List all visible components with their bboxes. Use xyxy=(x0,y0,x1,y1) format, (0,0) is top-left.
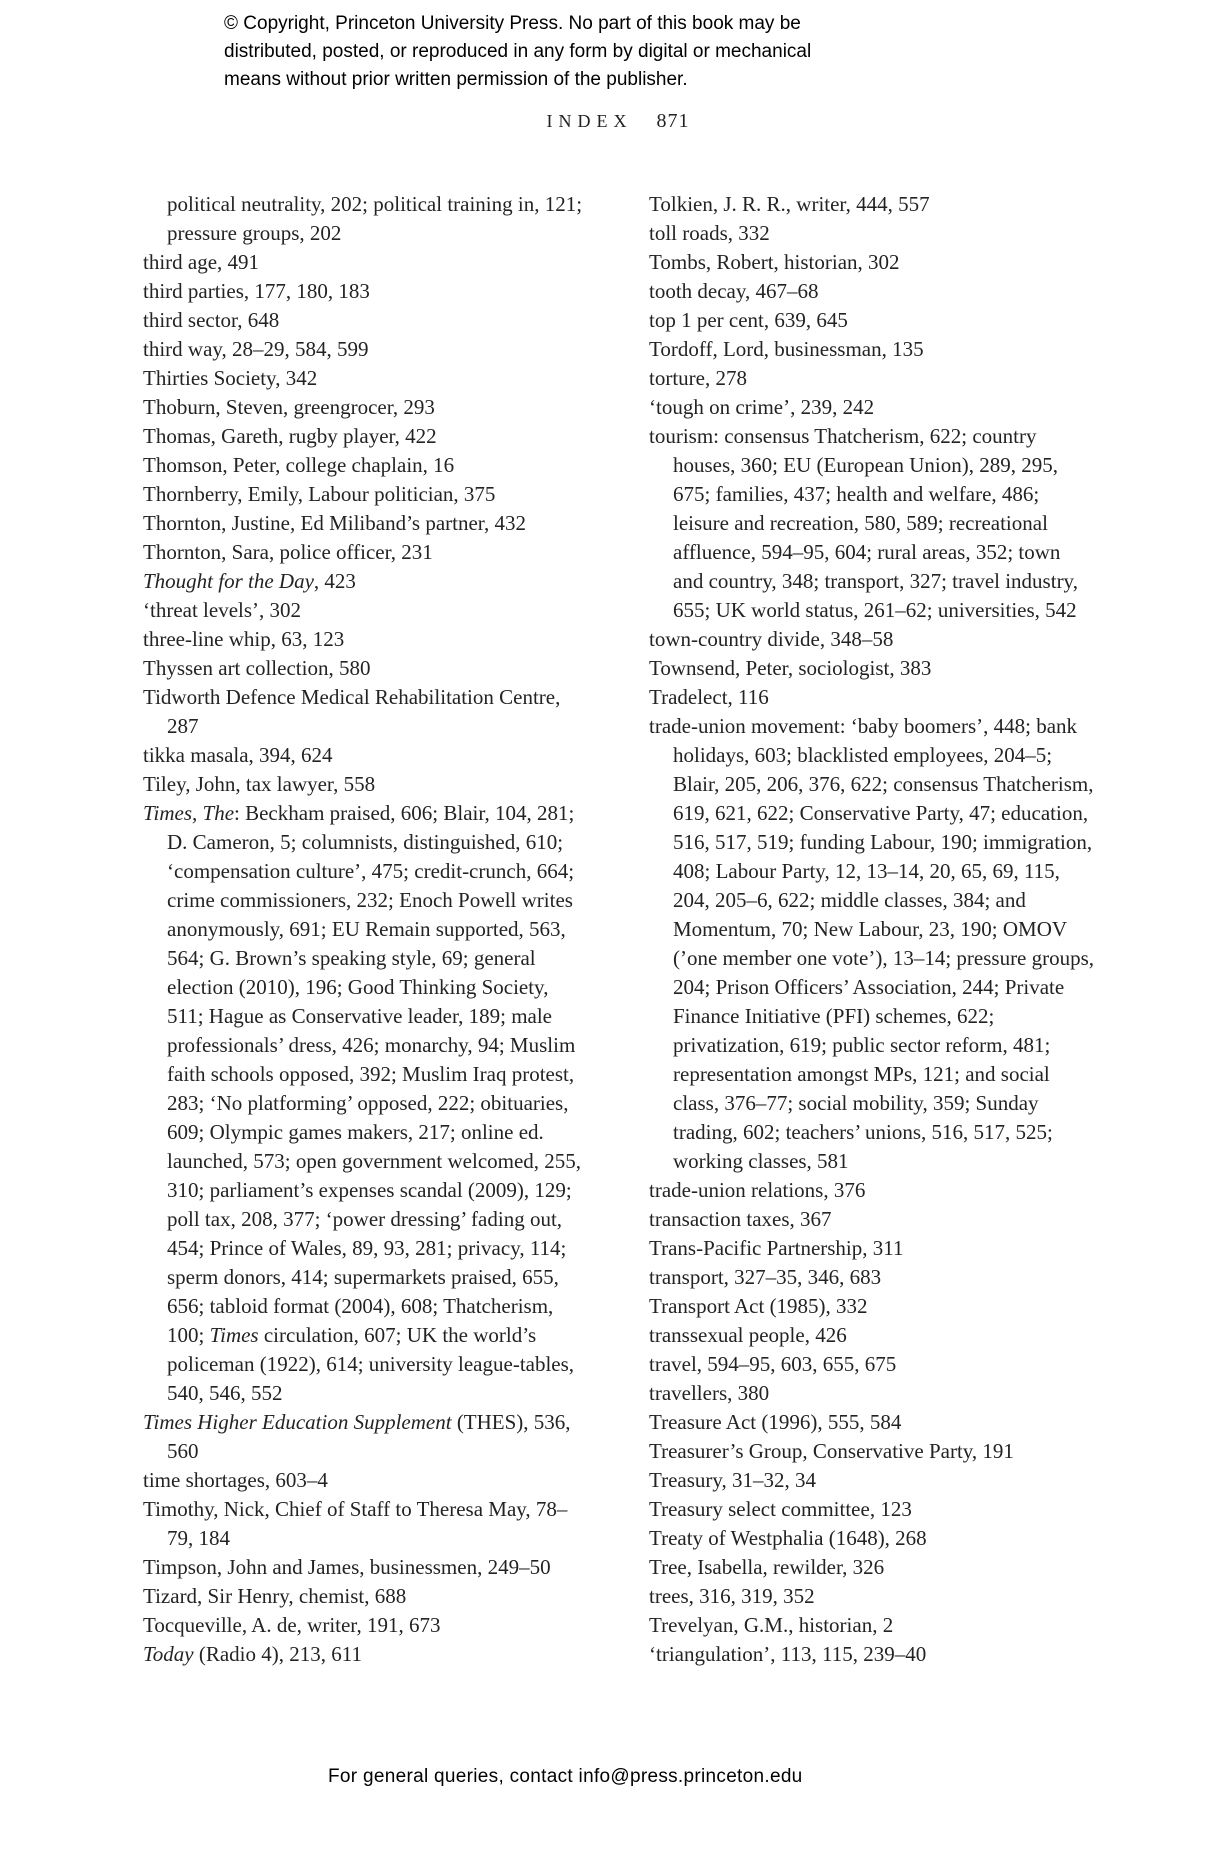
index-entry-text: Treasure Act (1996), 555, 584 xyxy=(649,1410,902,1434)
index-entry xyxy=(143,654,589,683)
index-entry-text: ‘tough on crime’, 239, 242 xyxy=(649,395,875,419)
index-entry-text: : Beckham praised, 606; Blair, 104, 281; D. Cameron, 5; columnists, distinguished, 610; ‘compensation culture’, 475; credit-crunch, 664; crime commissioners, 232; Enoch Powell writes anonymously, 691; EU Remain supported, 563, 564; G. Brown’s speaking style, 69; general election (2010), 196; Good Thinking Society, 511; Hague as Conservative leader, 189; male professionals’ dress, 426; monarchy, 94; Muslim faith schools opposed, 392; Muslim Iraq protest, 283; ‘No platforming’ opposed, 222; obituaries, 609; Olympic games makers, 217; online ed. launched, 573; open government welcomed, 255, 310; parliament’s expenses scandal (2009), 129; poll tax, 208, 377; ‘power dressing’ fading out, 454; Prince of Wales, 89, 93, 281; privacy, 114; sperm donors, 414; supermarkets praised, 655, 656; tabloid format (2004), 608; Thatcherism, 100; xyxy=(167,801,582,1347)
index-entry-text: Tidworth Defence Medical Rehabilitation Centre, 287 xyxy=(143,685,561,738)
index-entry xyxy=(649,1640,1095,1669)
index-entry-text: three-line whip, 63, 123 xyxy=(143,627,345,651)
index-entry xyxy=(143,567,589,596)
index-entry-text: Thornberry, Emily, Labour politician, 375 xyxy=(143,482,496,506)
index-entry-text: Treasurer’s Group, Conservative Party, 191 xyxy=(649,1439,1014,1463)
index-entry-text: Tradelect, 116 xyxy=(649,685,769,709)
index-entry-text: Thornton, Justine, Ed Miliband’s partner, 432 xyxy=(143,511,526,535)
index-entry xyxy=(649,1611,1095,1640)
copyright-line: distributed, posted, or reproduced in any form by digital or mechanical xyxy=(224,41,812,62)
index-entry xyxy=(649,422,1095,625)
index-entry xyxy=(143,1408,589,1466)
index-entry-text: Thirties Society, 342 xyxy=(143,366,318,390)
index-entry-title-italic: Thought for the Day xyxy=(143,569,314,593)
index-entry xyxy=(143,683,589,741)
index-entry-text: Tizard, Sir Henry, chemist, 688 xyxy=(143,1584,407,1608)
index-entry-text: trade-union movement: ‘baby boomers’, 448; bank holidays, 603; blacklisted employees, 204–5; Blair, 205, 206, 376, 622; consensus Thatcherism, 619, 621, 622; Conservative Party, 47; education, 516, 517, 519; funding Labour, 190; immigration, 408; Labour Party, 12, 13–14, 20, 65, 69, 115, 204, 205–6, 622; middle classes, 384; and Momentum, 70; New Labour, 23, 190; OMOV (’one member one vote’), 13–14; pressure groups, 204; Prison Officers’ Association, 244; Private Finance Initiative (PFI) schemes, 622; privatization, 619; public sector reform, 481; representation amongst MPs, 121; and social class, 376–77; social mobility, 359; Sunday trading, 602; teachers’ unions, 516, 517, 525; working classes, 581 xyxy=(649,714,1095,1173)
index-entry-text: torture, 278 xyxy=(649,366,747,390)
index-entry-text: tooth decay, 467–68 xyxy=(649,279,819,303)
index-entry-text: Tolkien, J. R. R., writer, 444, 557 xyxy=(649,192,930,216)
index-entry xyxy=(649,1321,1095,1350)
index-entry-text: tikka masala, 394, 624 xyxy=(143,743,333,767)
index-entry xyxy=(649,1350,1095,1379)
index-entry xyxy=(143,1582,589,1611)
index-entry-text: , 423 xyxy=(313,569,356,593)
index-entry-text: travel, 594–95, 603, 655, 675 xyxy=(649,1352,897,1376)
index-entry-title-italic: Times xyxy=(209,1323,259,1347)
index-entry xyxy=(649,1205,1095,1234)
copyright-notice xyxy=(224,10,811,94)
index-entry-text: Thoburn, Steven, greengrocer, 293 xyxy=(143,395,435,419)
index-entry-text: time shortages, 603–4 xyxy=(143,1468,328,1492)
index-entry xyxy=(143,422,589,451)
index-entry-text: political neutrality, 202; political training in, 121; pressure groups, 202 xyxy=(167,192,583,245)
index-entry-text: Tree, Isabella, rewilder, 326 xyxy=(649,1555,885,1579)
index-entry xyxy=(143,799,589,1408)
index-entry-text: town-country divide, 348–58 xyxy=(649,627,894,651)
index-entry xyxy=(649,219,1095,248)
index-entry-text: Thornton, Sara, police officer, 231 xyxy=(143,540,433,564)
index-columns xyxy=(143,190,1095,1669)
index-entry-text: trees, 316, 319, 352 xyxy=(649,1584,815,1608)
index-column-left xyxy=(143,190,589,1669)
index-entry-text: ‘threat levels’, 302 xyxy=(143,598,302,622)
index-entry xyxy=(143,770,589,799)
index-entry xyxy=(649,277,1095,306)
index-entry xyxy=(649,712,1095,1176)
index-entry-text: Thomas, Gareth, rugby player, 422 xyxy=(143,424,437,448)
index-entry-text: third way, 28–29, 584, 599 xyxy=(143,337,369,361)
index-entry xyxy=(143,1640,589,1669)
copyright-line: means without prior written permission of the publisher. xyxy=(224,69,688,90)
index-entry xyxy=(649,306,1095,335)
index-entry-text: Trans-Pacific Partnership, 311 xyxy=(649,1236,904,1260)
index-entry-text: top 1 per cent, 639, 645 xyxy=(649,308,848,332)
index-entry xyxy=(649,335,1095,364)
index-entry xyxy=(143,451,589,480)
index-entry xyxy=(649,393,1095,422)
index-entry xyxy=(649,654,1095,683)
index-entry xyxy=(143,190,589,248)
index-entry-text: Timpson, John and James, businessmen, 249–50 xyxy=(143,1555,551,1579)
index-entry-text: ‘triangulation’, 113, 115, 239–40 xyxy=(649,1642,927,1666)
index-entry xyxy=(649,1466,1095,1495)
index-entry xyxy=(649,625,1095,654)
index-entry xyxy=(143,538,589,567)
index-entry xyxy=(143,277,589,306)
index-entry xyxy=(143,364,589,393)
index-entry-text: circulation, 607; UK the world’s policeman (1922), 614; university league-tables, 540, 546, 552 xyxy=(167,1323,575,1405)
index-entry xyxy=(649,1263,1095,1292)
index-entry-text: Treasury, 31–32, 34 xyxy=(649,1468,817,1492)
index-entry xyxy=(143,509,589,538)
index-entry-text: third sector, 648 xyxy=(143,308,280,332)
index-entry xyxy=(143,306,589,335)
index-entry xyxy=(143,596,589,625)
index-entry-text: transport, 327–35, 346, 683 xyxy=(649,1265,882,1289)
index-entry xyxy=(143,248,589,277)
index-entry xyxy=(649,248,1095,277)
index-entry xyxy=(649,364,1095,393)
index-entry xyxy=(143,625,589,654)
index-entry-text: Tiley, John, tax lawyer, 558 xyxy=(143,772,376,796)
index-entry xyxy=(649,1292,1095,1321)
index-entry-text: travellers, 380 xyxy=(649,1381,770,1405)
page-number: 871 xyxy=(656,110,690,132)
index-entry xyxy=(143,393,589,422)
index-entry xyxy=(649,190,1095,219)
index-entry-text: transaction taxes, 367 xyxy=(649,1207,832,1231)
index-entry-text: (Radio 4), 213, 611 xyxy=(193,1642,362,1666)
index-entry-text: Tordoff, Lord, businessman, 135 xyxy=(649,337,924,361)
index-entry xyxy=(649,1582,1095,1611)
index-entry-title-italic: Today xyxy=(143,1642,194,1666)
index-entry-title-italic: Times, The xyxy=(143,801,235,825)
index-entry-text: Trevelyan, G.M., historian, 2 xyxy=(649,1613,894,1637)
index-entry xyxy=(649,683,1095,712)
index-entry-text: (THES), 536, 560 xyxy=(167,1410,571,1463)
index-entry-text: Tocqueville, A. de, writer, 191, 673 xyxy=(143,1613,441,1637)
index-entry-title-italic: Times Higher Education Supplement xyxy=(143,1410,452,1434)
index-entry xyxy=(649,1176,1095,1205)
index-entry xyxy=(649,1524,1095,1553)
index-entry xyxy=(649,1408,1095,1437)
index-entry-text: Thomson, Peter, college chaplain, 16 xyxy=(143,453,455,477)
index-heading: INDEX xyxy=(546,111,633,131)
index-entry-text: Treaty of Westphalia (1648), 268 xyxy=(649,1526,927,1550)
index-entry xyxy=(649,1437,1095,1466)
copyright-line: © Copyright, Princeton University Press. No part of this book may be xyxy=(224,13,801,34)
index-entry-text: tourism: consensus Thatcherism, 622; country houses, 360; EU (European Union), 289, 295, 675; families, 437; health and welfare, 486; leisure and recreation, 580, 589; recreational affluence, 594–95, 604; rural areas, 352; town and country, 348; transport, 327; travel industry, 655; UK world status, 261–62; universities, 542 xyxy=(649,424,1078,622)
index-entry xyxy=(143,741,589,770)
index-entry xyxy=(143,480,589,509)
index-entry-text: third parties, 177, 180, 183 xyxy=(143,279,370,303)
index-entry xyxy=(649,1553,1095,1582)
index-entry-text: third age, 491 xyxy=(143,250,260,274)
index-column-right xyxy=(649,190,1095,1669)
index-entry-text: Tombs, Robert, historian, 302 xyxy=(649,250,900,274)
index-entry xyxy=(649,1495,1095,1524)
index-entry xyxy=(143,1553,589,1582)
index-entry-text: Thyssen art collection, 580 xyxy=(143,656,371,680)
index-entry-text: transsexual people, 426 xyxy=(649,1323,847,1347)
footer-contact: For general queries, contact info@press.princeton.edu xyxy=(328,1766,803,1787)
index-entry xyxy=(649,1234,1095,1263)
index-entry-text: Townsend, Peter, sociologist, 383 xyxy=(649,656,932,680)
index-entry-text: Treasury select committee, 123 xyxy=(649,1497,912,1521)
running-head xyxy=(143,110,1093,133)
index-entry-text: toll roads, 332 xyxy=(649,221,770,245)
index-entry xyxy=(143,1495,589,1553)
index-entry-text: Timothy, Nick, Chief of Staff to Theresa May, 78–79, 184 xyxy=(143,1497,568,1550)
index-entry xyxy=(143,335,589,364)
index-entry-text: trade-union relations, 376 xyxy=(649,1178,866,1202)
index-entry xyxy=(143,1611,589,1640)
index-entry-text: Transport Act (1985), 332 xyxy=(649,1294,868,1318)
index-entry xyxy=(649,1379,1095,1408)
index-entry xyxy=(143,1466,589,1495)
